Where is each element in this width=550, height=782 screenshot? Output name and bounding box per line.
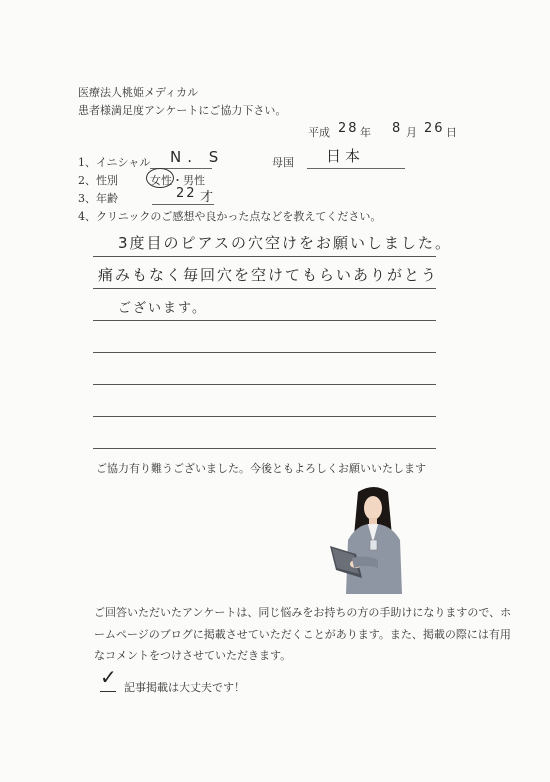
age-underline — [152, 204, 214, 205]
question-label: 4、クリニックのご感想や良かった点などを教えてください。 — [78, 210, 382, 223]
ruled-line — [93, 320, 436, 321]
date-day: 26 — [424, 121, 445, 136]
country-underline — [307, 168, 405, 169]
answer-line-1: 3度目のピアスの穴空けをお願いしました。 — [118, 234, 452, 252]
clinic-name: 医療法人桃姫メディカル — [78, 86, 199, 99]
staff-photo — [322, 484, 422, 594]
country-value: 日本 — [326, 147, 365, 165]
consent-check-mark-icon: ✓ — [100, 665, 117, 689]
answer-line-3: ございます。 — [118, 301, 207, 316]
age-unit: 才 — [200, 190, 216, 205]
consent-checkbox-underline — [100, 684, 116, 692]
thanks-message: ご協力有り難うございました。今後ともよろしくお願いいたします — [96, 462, 426, 475]
ruled-line — [93, 384, 436, 385]
date-month-label: 月 — [406, 126, 417, 139]
survey-title: 患者様満足度アンケートにご協力下さい。 — [78, 104, 287, 117]
notice-line-1: ご回答いただいたアンケートは、同じ悩みをお持ちの方の手助けになりますので、ホ — [94, 606, 512, 619]
country-label: 母国 — [272, 156, 294, 169]
answer-line-2: 痛みもなく毎回穴を空けてもらいありがとう — [98, 266, 439, 284]
notice-line-3: なコメントをつけさせていただきます。 — [94, 649, 292, 662]
ruled-line — [93, 352, 436, 353]
age-value: 22 — [176, 186, 197, 201]
date-month: 8 — [392, 121, 403, 136]
date-era: 平成 — [308, 126, 330, 139]
ruled-line — [93, 416, 436, 417]
initials-value: N. S — [170, 148, 225, 166]
date-year: 28 — [338, 121, 359, 136]
date-row — [308, 120, 458, 142]
notice-line-2: ームページのブログに掲載させていただくことがあります。また、掲載の際には有用 — [94, 628, 511, 641]
gender-options: 女性・男性 — [150, 174, 205, 187]
age-label: 3、年齢 — [78, 192, 118, 205]
consent-label: 記事掲載は大丈夫です！ — [124, 681, 245, 694]
ruled-line — [93, 288, 436, 289]
date-year-label: 年 — [360, 126, 371, 139]
gender-selected-circle — [146, 168, 174, 188]
initials-label: 1、イニシャル — [78, 156, 151, 169]
ruled-line — [93, 448, 436, 449]
gender-label: 2、性別 — [78, 174, 118, 187]
date-day-label: 日 — [446, 126, 457, 139]
ruled-line — [93, 256, 436, 257]
